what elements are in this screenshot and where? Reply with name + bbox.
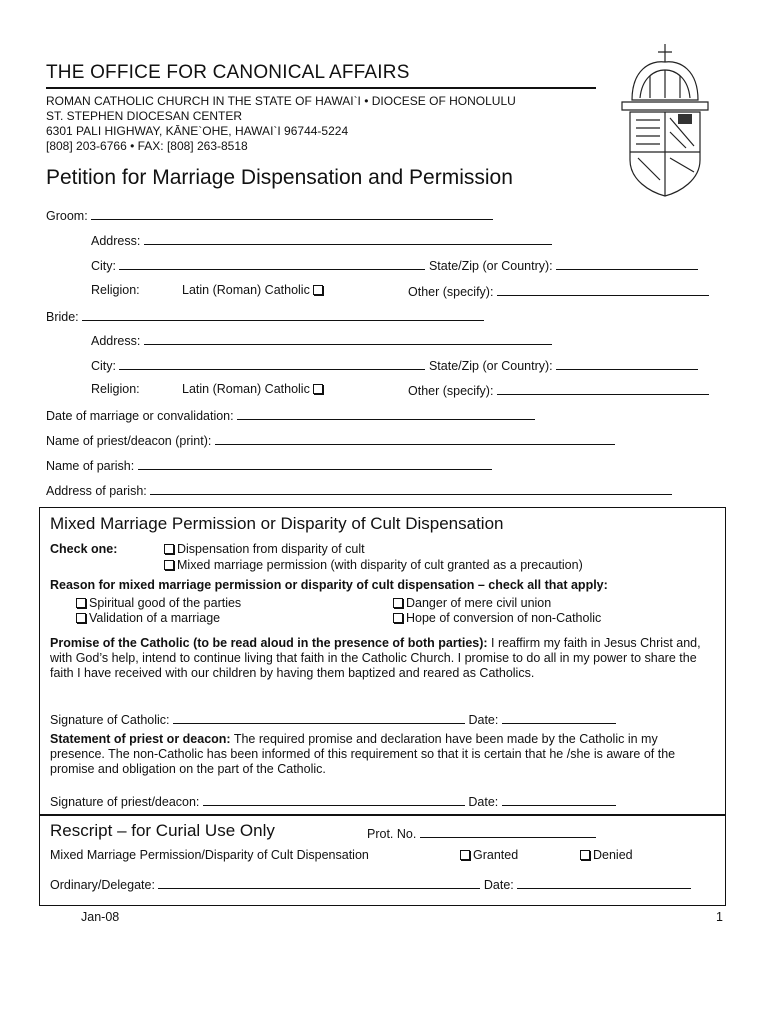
header-line-1: ROMAN CATHOLIC CHURCH IN THE STATE OF HAWAI`I • DIOCESE OF HONOLULU bbox=[46, 94, 516, 108]
sig-catholic-row bbox=[50, 711, 616, 727]
groom-statezip-field[interactable] bbox=[556, 257, 698, 270]
diocese-coat-of-arms bbox=[610, 40, 720, 200]
checkbox-icon[interactable] bbox=[460, 850, 470, 860]
header-line-2: ST. STEPHEN DIOCESAN CENTER bbox=[46, 109, 243, 123]
header-line-4: [808] 203-6766 • FAX: [808] 263-8518 bbox=[46, 139, 248, 153]
office-title: THE OFFICE FOR CANONICAL AFFAIRS bbox=[46, 62, 410, 83]
check-one-label: Check one: bbox=[50, 542, 118, 556]
date-marriage-field[interactable] bbox=[237, 407, 535, 420]
reason-validation[interactable] bbox=[76, 611, 220, 625]
sig-priest-date-field[interactable] bbox=[502, 793, 616, 806]
sig-catholic-date-label: Date: bbox=[468, 713, 499, 727]
groom-other-row bbox=[408, 283, 709, 299]
prot-no-field[interactable] bbox=[420, 825, 596, 838]
statement-heading: Statement of priest or deacon: bbox=[50, 732, 231, 746]
reason-danger[interactable] bbox=[393, 596, 551, 610]
groom-statezip-label: State/Zip (or Country): bbox=[428, 259, 553, 273]
checkbox-icon[interactable] bbox=[313, 285, 323, 295]
checkbox-icon[interactable] bbox=[313, 384, 323, 394]
page-number: 1 bbox=[716, 910, 723, 924]
parish-address-label: Address of parish: bbox=[46, 484, 147, 498]
date-marriage-row bbox=[46, 407, 535, 423]
reason-spiritual[interactable] bbox=[76, 596, 241, 610]
bride-statezip-label: State/Zip (or Country): bbox=[428, 359, 553, 373]
groom-other-field[interactable] bbox=[497, 283, 709, 296]
priest-name-label: Name of priest/deacon (print): bbox=[46, 434, 212, 448]
header-line-3: 6301 PALI HIGHWAY, KĀNE`OHE, HAWAI`I 96744-5224 bbox=[46, 124, 349, 138]
groom-other-label: Other (specify): bbox=[408, 285, 494, 299]
priest-name-row bbox=[46, 432, 615, 448]
groom-religion-label: Religion: bbox=[91, 283, 140, 297]
prot-no-row bbox=[367, 825, 596, 841]
sig-priest-field[interactable] bbox=[203, 793, 465, 806]
sig-catholic-field[interactable] bbox=[173, 711, 465, 724]
denied-option[interactable] bbox=[580, 848, 633, 862]
denied-label: Denied bbox=[593, 848, 633, 862]
prot-no-label: Prot. No. bbox=[367, 827, 417, 841]
granted-label: Granted bbox=[473, 848, 519, 862]
parish-address-field[interactable] bbox=[150, 482, 672, 495]
priest-name-field[interactable] bbox=[215, 432, 615, 445]
checkbox-icon[interactable] bbox=[393, 598, 403, 608]
bride-other-label: Other (specify): bbox=[408, 384, 494, 398]
bride-religion-label: Religion: bbox=[91, 382, 140, 396]
sig-catholic-label: Signature of Catholic: bbox=[50, 713, 170, 727]
statement-paragraph bbox=[50, 732, 710, 777]
sig-priest-label: Signature of priest/deacon: bbox=[50, 795, 200, 809]
sig-priest-date-label: Date: bbox=[468, 795, 499, 809]
ordinary-date-field[interactable] bbox=[517, 876, 691, 889]
groom-row bbox=[46, 207, 493, 223]
footer-date: Jan-08 bbox=[81, 910, 120, 924]
bride-label: Bride: bbox=[46, 310, 79, 324]
checkbox-icon[interactable] bbox=[164, 544, 174, 554]
bride-city-field[interactable] bbox=[119, 357, 425, 370]
checkbox-icon[interactable] bbox=[76, 613, 86, 623]
rescript-title: Rescript – for Curial Use Only bbox=[50, 821, 275, 840]
bride-city-label: City: bbox=[91, 359, 116, 373]
groom-address-field[interactable] bbox=[144, 232, 552, 245]
date-marriage-label: Date of marriage or convalidation: bbox=[46, 409, 234, 423]
mixed-section-title: Mixed Marriage Permission or Disparity of Cult Dispensation bbox=[50, 514, 504, 533]
bride-row bbox=[46, 308, 484, 324]
sig-priest-row bbox=[50, 793, 616, 809]
ordinary-row bbox=[50, 876, 691, 892]
form-title: Petition for Marriage Dispensation and Permission bbox=[46, 166, 513, 189]
checkbox-icon[interactable] bbox=[164, 560, 174, 570]
bride-latin-label: Latin (Roman) Catholic bbox=[182, 382, 310, 396]
bride-latin-catholic[interactable] bbox=[182, 382, 326, 396]
reason-hope[interactable] bbox=[393, 611, 601, 625]
groom-field[interactable] bbox=[91, 207, 493, 220]
groom-city-label: City: bbox=[91, 259, 116, 273]
granted-option[interactable] bbox=[460, 848, 518, 862]
ordinary-date-label: Date: bbox=[483, 878, 514, 892]
promise-text: I reaffirm my faith in Jesus Christ and, with God’s help, intend to continue living that faith in the Catholic Church. I promise to do all in my power to share the faith I have received with our children by having them baptized and reared as Catholics. bbox=[50, 636, 701, 680]
option-mixed[interactable] bbox=[164, 558, 583, 572]
bride-address-row bbox=[91, 332, 552, 348]
bride-other-field[interactable] bbox=[497, 382, 709, 395]
parish-name-field[interactable] bbox=[138, 457, 492, 470]
parish-address-row bbox=[46, 482, 672, 498]
ordinary-field[interactable] bbox=[158, 876, 480, 889]
groom-city-row bbox=[91, 257, 698, 273]
reason-validation-label: Validation of a marriage bbox=[89, 611, 221, 625]
header-rule bbox=[46, 87, 596, 89]
parish-name-label: Name of parish: bbox=[46, 459, 135, 473]
checkbox-icon[interactable] bbox=[580, 850, 590, 860]
bride-other-row bbox=[408, 382, 709, 398]
option-disparity-label: Dispensation from disparity of cult bbox=[177, 542, 365, 556]
promise-paragraph bbox=[50, 636, 710, 681]
bride-address-label: Address: bbox=[91, 334, 141, 348]
reason-hope-label: Hope of conversion of non-Catholic bbox=[406, 611, 602, 625]
bride-field[interactable] bbox=[82, 308, 484, 321]
groom-address-label: Address: bbox=[91, 234, 141, 248]
groom-city-field[interactable] bbox=[119, 257, 425, 270]
bride-city-row bbox=[91, 357, 698, 373]
promise-heading: Promise of the Catholic (to be read aloud in the presence of both parties): bbox=[50, 636, 488, 650]
statement-text: The required promise and declaration have been made by the Catholic in my presence. The non-Catholic has been informed of this requirement so that it is certain that he /she is aware of the promise and obligation on the part of the Catholic. bbox=[50, 732, 676, 776]
rescript-label: Mixed Marriage Permission/Disparity of Cult Dispensation bbox=[50, 848, 369, 862]
sig-catholic-date-field[interactable] bbox=[502, 711, 616, 724]
reason-heading: Reason for mixed marriage permission or disparity of cult dispensation – check all that apply: bbox=[50, 578, 608, 592]
reason-spiritual-label: Spiritual good of the parties bbox=[89, 596, 242, 610]
option-disparity[interactable] bbox=[164, 542, 365, 556]
option-mixed-label: Mixed marriage permission (with disparity of cult granted as a precaution) bbox=[177, 558, 583, 572]
bride-address-field[interactable] bbox=[144, 332, 552, 345]
groom-latin-label: Latin (Roman) Catholic bbox=[182, 283, 310, 297]
checkbox-icon[interactable] bbox=[76, 598, 86, 608]
groom-latin-catholic[interactable] bbox=[182, 283, 326, 297]
parish-name-row bbox=[46, 457, 492, 473]
bride-statezip-field[interactable] bbox=[556, 357, 698, 370]
groom-address-row bbox=[91, 232, 552, 248]
groom-label: Groom: bbox=[46, 209, 88, 223]
reason-danger-label: Danger of mere civil union bbox=[406, 596, 552, 610]
ordinary-label: Ordinary/Delegate: bbox=[50, 878, 155, 892]
checkbox-icon[interactable] bbox=[393, 613, 403, 623]
